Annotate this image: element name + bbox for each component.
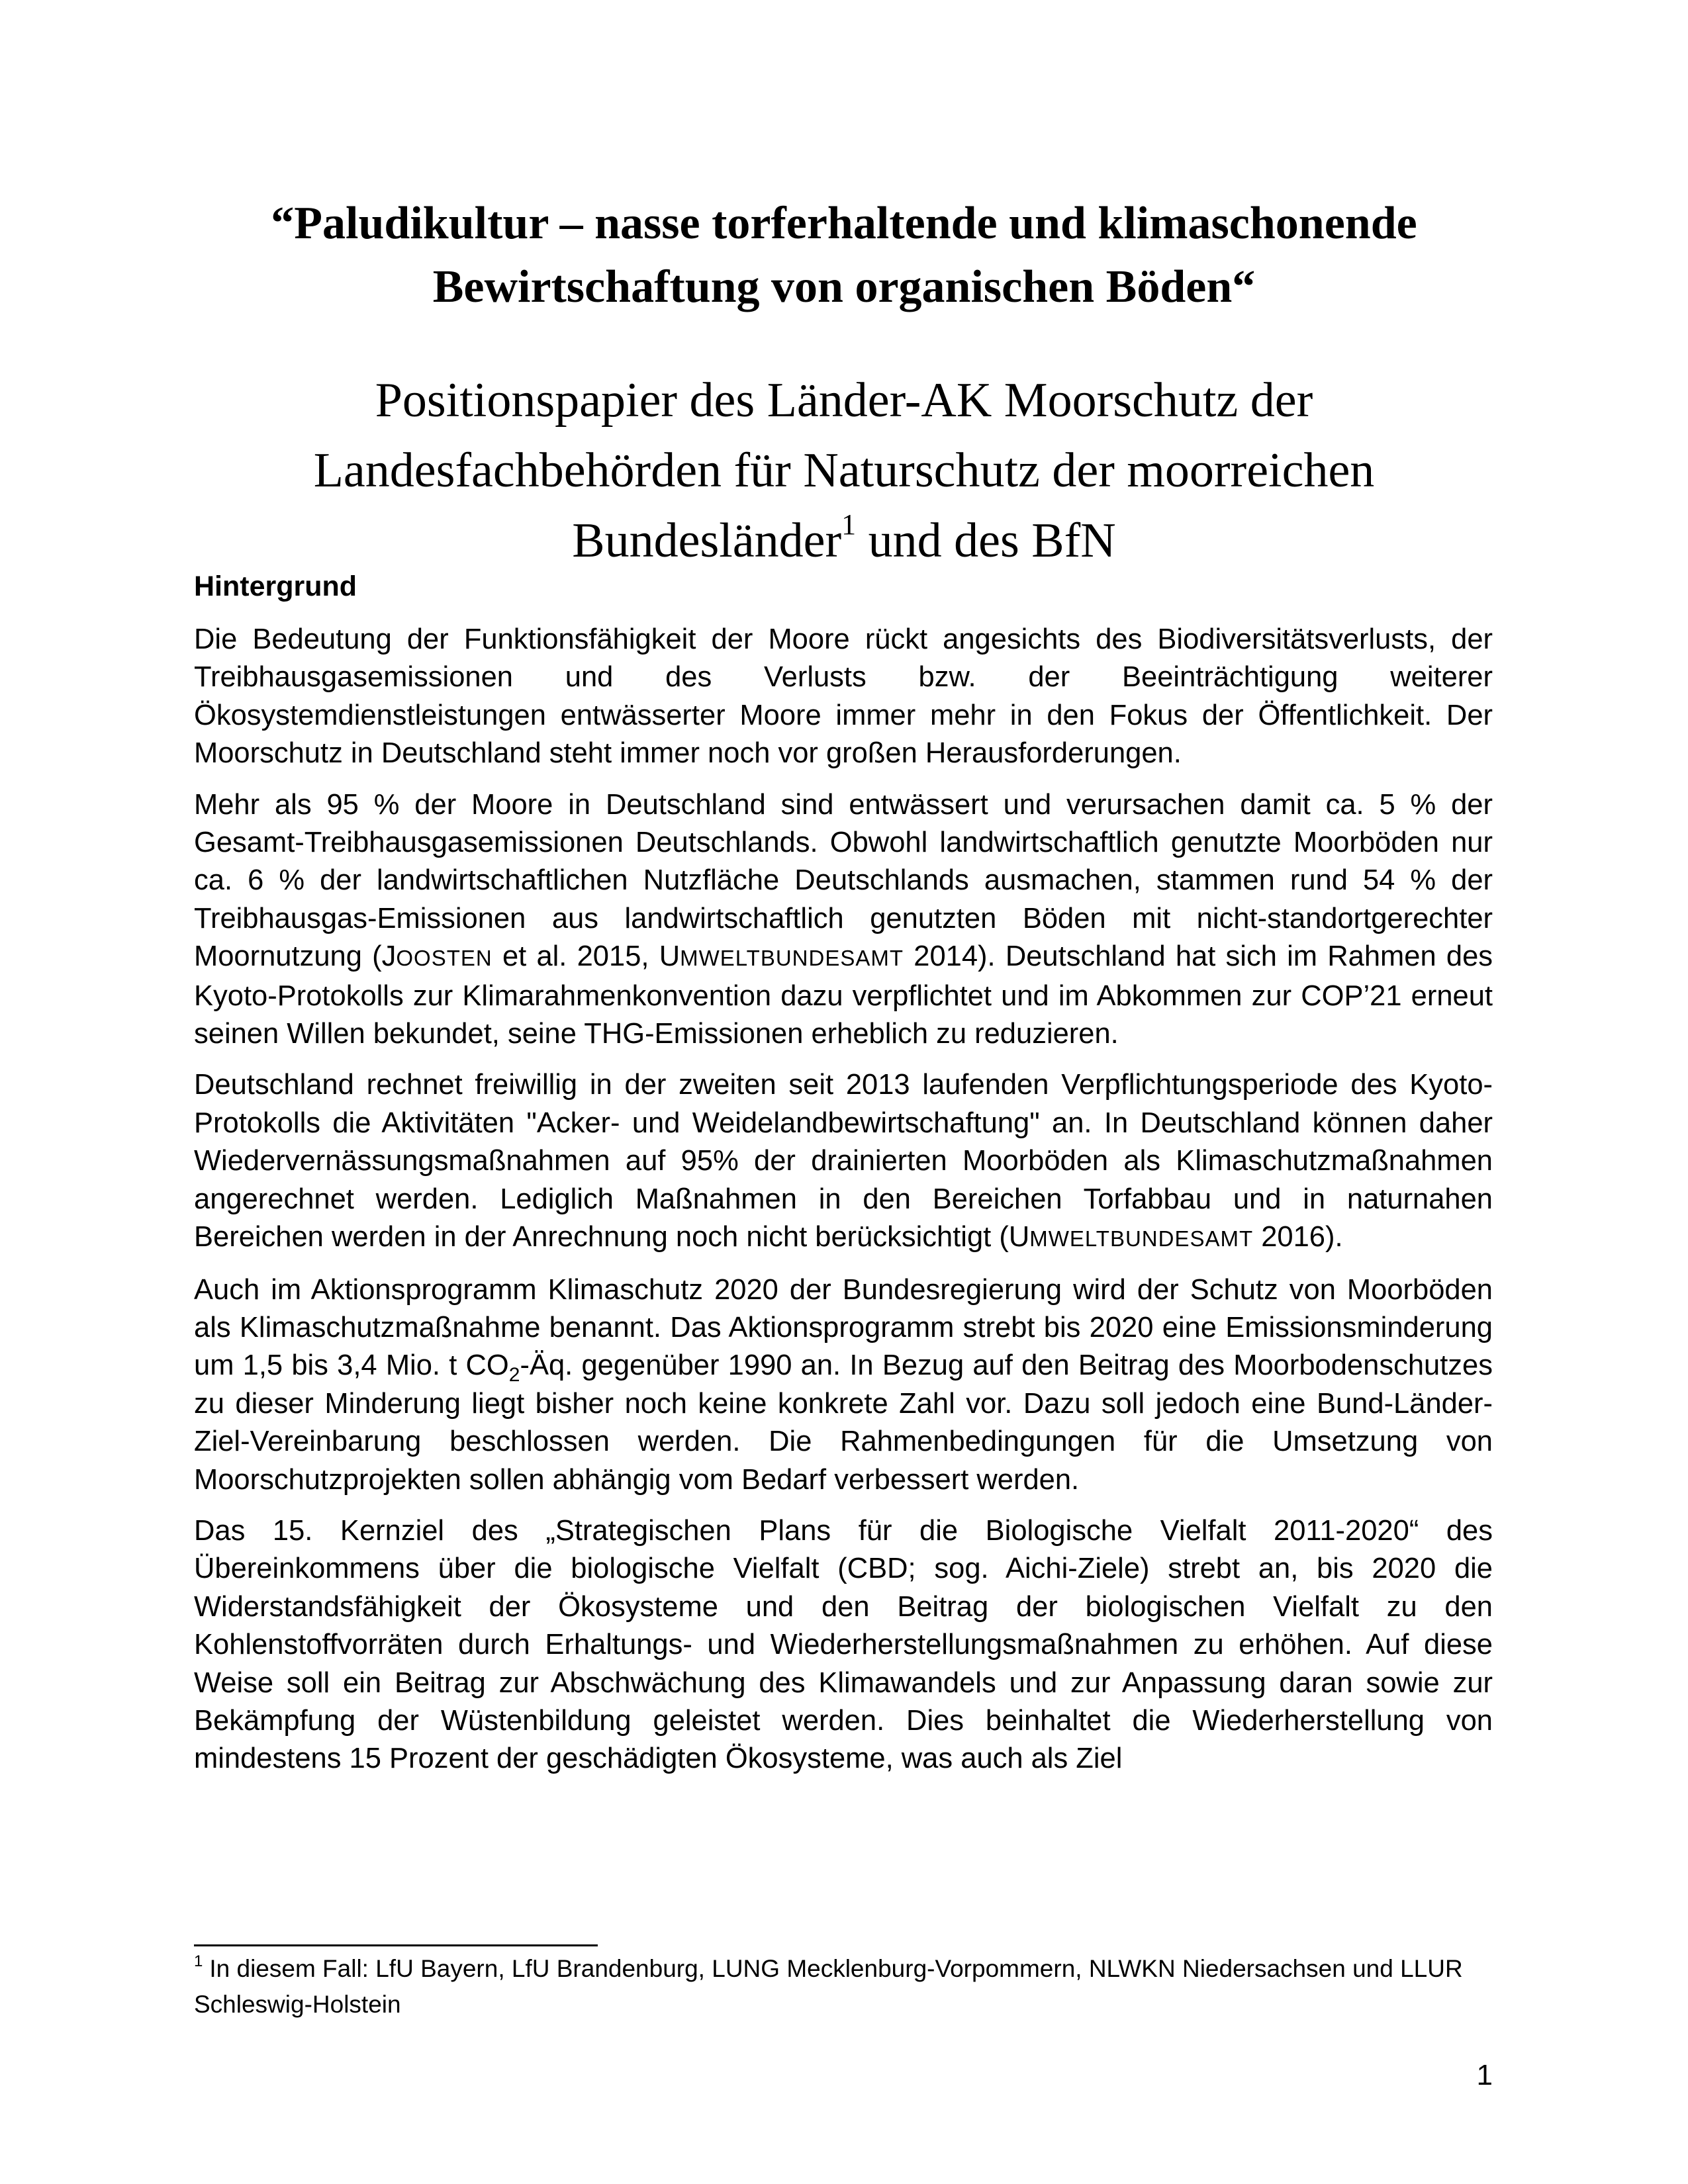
paragraph-2-text-b: et al. 2015,	[492, 940, 659, 973]
subscript-2: 2	[508, 1364, 520, 1387]
document-title	[165, 192, 1523, 319]
citation-author-rest: OOSTEN	[396, 946, 492, 971]
paragraph-3	[194, 1066, 1493, 1257]
subtitle-line-1: Positionspapier des Länder-AK Moorschutz der	[375, 373, 1313, 428]
section-heading: Hintergrund	[194, 570, 357, 602]
footnote	[194, 1951, 1493, 2023]
citation-author-initial: U	[659, 940, 680, 973]
footnote-text: In diesem Fall: LfU Bayern, LfU Brandenburg, LUNG Mecklenburg-Vorpommern, NLWKN Niedersachsen und LLUR Schleswig-Holstein	[194, 1955, 1463, 2018]
citation-author-initial: J	[381, 940, 397, 973]
footnote-reference[interactable]: 1	[841, 508, 857, 541]
title-line-1: “Paludikultur – nasse torferhaltende und klimaschonende	[271, 198, 1417, 249]
paragraph-2-text-c: 2014). Deutschland hat sich im Rahmen des Kyoto-Protokolls zur Klimarahmenkonvention dazu verpflichtet und im Abkommen zur COP’21 erneut seinen Willen bekundet, seine THG-Emissionen erheblich zu reduzieren.	[194, 940, 1493, 1050]
footnote-marker: 1	[194, 1952, 203, 1970]
title-line-2: Bewirtschaftung von organischen Böden“	[432, 261, 1256, 312]
paragraph-5: Das 15. Kernziel des „Strategischen Plans für die Biologische Vielfalt 2011-2020“ des Übereinkommens über die biologische Vielfalt (CBD; sog. Aichi-Ziele) strebt an, bis 2020 die Widerstandsfähigkeit der Ökosysteme und den Beitrag der biologischen Vielfalt zu den Kohlenstoffvorräten durch Erhaltungs- und Wiederherstellungsmaßnahmen zu erhöhen. Auf diese Weise soll ein Beitrag zur Abschwächung des Klimawandels und zur Anpassung daran sowie zur Bekämpfung der Wüstenbildung geleistet werden. Dies beinhaltet die Wiederherstellung von mindestens 15 Prozent der geschädigten Ökosysteme, was auch als Ziel	[194, 1514, 1493, 1775]
citation-author-initial: U	[1008, 1221, 1030, 1253]
paragraph-4-text-a: Auch im Aktionsprogramm Klimaschutz 2020 der Bundesregierung wird der Schutz von Moorböden als Klimaschutzmaßnahme benannt. Das Aktionsprogramm strebt bis 2020 eine Emissionsminderung um 1,5 bis 3,4 Mio. t CO	[194, 1273, 1493, 1382]
paragraph-1: Die Bedeutung der Funktionsfähigkeit der Moore rückt angesichts des Biodiversitätsverlusts, der Treibhausgasemissionen und des Verlusts bzw. der Beeinträchtigung weiterer Ökosystemdienstleistungen entwässerter Moore immer mehr in den Fokus der Öffentlichkeit. Der Moorschutz in Deutschland steht immer noch vor großen Herausforderungen.	[194, 623, 1493, 770]
citation-author-rest: MWELTBUNDESAMT	[680, 946, 904, 971]
footnote-separator	[194, 1944, 598, 1946]
paragraph-2	[194, 786, 1493, 1054]
document-subtitle	[165, 365, 1523, 576]
paragraph-4-text-b: -Äq. gegenüber 1990 an. In Bezug auf den Beitrag des Moorbodenschutzes zu dieser Minderung liegt bisher noch keine konkrete Zahl vor. Dazu soll jedoch eine Bund-Länder-Ziel-Vereinbarung beschlossen werden. Die Rahmenbedingungen für die Umsetzung von Moorschutzprojekten sollen abhängig vom Bedarf verbessert werden.	[194, 1349, 1493, 1496]
subtitle-line-3: Bundesländer	[572, 514, 842, 568]
page-number: 1	[1476, 2059, 1493, 2091]
subtitle-line-3-end: und des BfN	[856, 514, 1116, 568]
paragraph-3-text-a: Deutschland rechnet freiwillig in der zweiten seit 2013 laufenden Verpflichtungsperiode des Kyoto-Protokolls die Aktivitäten "Acker- und Weidelandbewirtschaftung" an. In Deutschland können daher Wiedervernässungsmaßnahmen auf 95% der drainierten Moorböden als Klimaschutzmaßnahmen angerechnet werden. Lediglich Maßnahmen in den Bereichen Torfabbau und in naturnahen Bereichen werden in der Anrechnung noch nicht berücksichtigt (	[194, 1069, 1493, 1253]
paragraph-2-text-a: Mehr als 95 % der Moore in Deutschland sind entwässert und verursachen damit ca. 5 % der Gesamt-Treibhausgasemissionen Deutschlands. Obwohl landwirtschaftlich genutzte Moorböden nur ca. 6 % der landwirtschaftlichen Nutzfläche Deutschlands ausmachen, stammen rund 54 % der Treibhausgas-Emissionen aus landwirtschaftlich genutzten Böden mit nicht-standortgerechter Moornutzung (	[194, 788, 1493, 973]
subtitle-line-2: Landesfachbehörden für Naturschutz der moorreichen	[313, 443, 1375, 498]
paragraph-3-text-b: 2016).	[1253, 1221, 1343, 1253]
body-text	[194, 621, 1493, 1792]
citation-author-rest: MWELTBUNDESAMT	[1029, 1226, 1254, 1251]
paragraph-4	[194, 1271, 1493, 1499]
